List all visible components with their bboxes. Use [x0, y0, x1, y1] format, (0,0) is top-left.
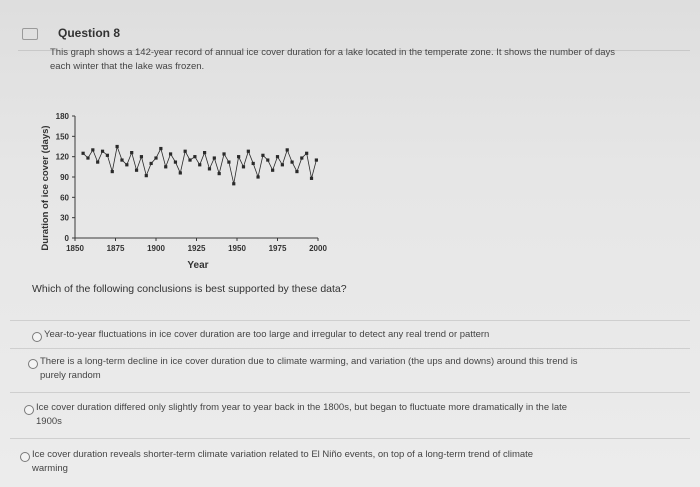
radio-button[interactable]: [32, 332, 42, 342]
y-axis-label: Duration of ice cover (days): [40, 125, 51, 251]
question-ask: Which of the following conclusions is best supported by these data?: [32, 283, 347, 295]
answer-option-2[interactable]: [10, 348, 690, 393]
option-label: Year-to-year fluctuations in ice cover duration are too large and irregular to detect any real trend or pattern: [44, 329, 490, 340]
data-point: [286, 148, 289, 151]
option-label-line2: purely random: [40, 370, 101, 381]
data-point: [315, 158, 318, 161]
flag-icon[interactable]: [22, 28, 38, 40]
data-point: [159, 147, 162, 150]
answer-option-1[interactable]: [10, 320, 690, 351]
data-point: [218, 172, 221, 175]
x-tick-label: 1850: [66, 244, 84, 253]
radio-button[interactable]: [24, 405, 34, 415]
data-point: [198, 163, 201, 166]
data-point: [169, 152, 172, 155]
data-point: [91, 148, 94, 151]
data-point: [101, 150, 104, 153]
radio-button[interactable]: [20, 452, 30, 462]
y-tick-label: 60: [60, 193, 69, 203]
data-point: [290, 160, 293, 163]
data-point: [305, 152, 308, 155]
x-tick-label: 1900: [147, 244, 165, 253]
data-point: [154, 156, 157, 159]
data-point: [96, 160, 99, 163]
data-point: [116, 145, 119, 148]
x-tick-label: 1950: [228, 244, 246, 253]
option-label-line1: Ice cover duration differed only slightly from year to year back in the 1800s, but began to fluctuate more dramatically in the late: [36, 402, 568, 413]
data-point: [179, 171, 182, 174]
data-point: [174, 160, 177, 163]
data-point: [120, 158, 123, 161]
data-point: [184, 150, 187, 153]
data-point: [242, 165, 245, 168]
y-tick-label: 30: [60, 213, 69, 223]
y-tick-label: 150: [55, 132, 69, 142]
data-point: [130, 151, 133, 154]
data-point: [125, 163, 128, 166]
radio-button[interactable]: [28, 359, 38, 369]
option-label-line1: Ice cover duration reveals shorter-term climate variation related to El Niño events, on top of a long-term trend of climate: [32, 449, 534, 460]
data-point: [300, 156, 303, 159]
data-point: [271, 169, 274, 172]
data-point: [295, 170, 298, 173]
data-point: [208, 167, 211, 170]
data-point: [256, 175, 259, 178]
data-point: [213, 156, 216, 159]
x-tick-label: 1875: [106, 244, 125, 253]
data-point: [237, 155, 240, 158]
data-point: [276, 155, 279, 158]
data-point: [310, 177, 313, 180]
question-title: Question 8: [58, 26, 121, 40]
data-point: [106, 154, 109, 157]
question-prompt: This graph shows a 142-year record of annual ice cover duration for a lake located in the temperate zone. It shows the number of days each winter that the lake was frozen.: [50, 47, 616, 72]
data-point: [266, 158, 269, 161]
x-axis-label: Year: [187, 260, 209, 271]
data-point: [222, 152, 225, 155]
ice-cover-chart: [28, 106, 338, 276]
answer-option-4[interactable]: [10, 438, 690, 485]
x-tick-label: 1975: [268, 244, 287, 253]
y-tick-label: 90: [60, 173, 69, 182]
data-point: [150, 162, 153, 165]
data-point: [145, 174, 148, 177]
y-tick-label: 0: [64, 234, 69, 243]
data-point: [247, 150, 250, 153]
data-point: [188, 158, 191, 161]
data-point: [111, 170, 114, 173]
plot-area: [56, 112, 328, 253]
data-point: [140, 155, 143, 158]
data-point: [203, 151, 206, 154]
y-tick-label: 120: [55, 152, 69, 162]
data-point: [261, 154, 264, 157]
data-point: [232, 182, 235, 185]
option-label-line2: warming: [32, 463, 68, 474]
option-label-line2: 1900s: [36, 416, 62, 427]
data-point: [82, 152, 85, 155]
data-point: [193, 155, 196, 158]
answer-option-3[interactable]: [10, 392, 690, 435]
x-tick-label: 1925: [187, 244, 206, 253]
data-point: [281, 163, 284, 166]
data-point: [164, 165, 167, 168]
option-label-line1: There is a long-term decline in ice cover duration due to climate warming, and variation (the ups and downs) around this trend is: [40, 356, 578, 367]
data-point: [86, 156, 89, 159]
y-tick-label: 180: [55, 112, 69, 121]
x-tick-label: 2000: [309, 244, 327, 253]
data-point: [227, 160, 230, 163]
data-point: [252, 162, 255, 165]
data-point: [135, 169, 138, 172]
